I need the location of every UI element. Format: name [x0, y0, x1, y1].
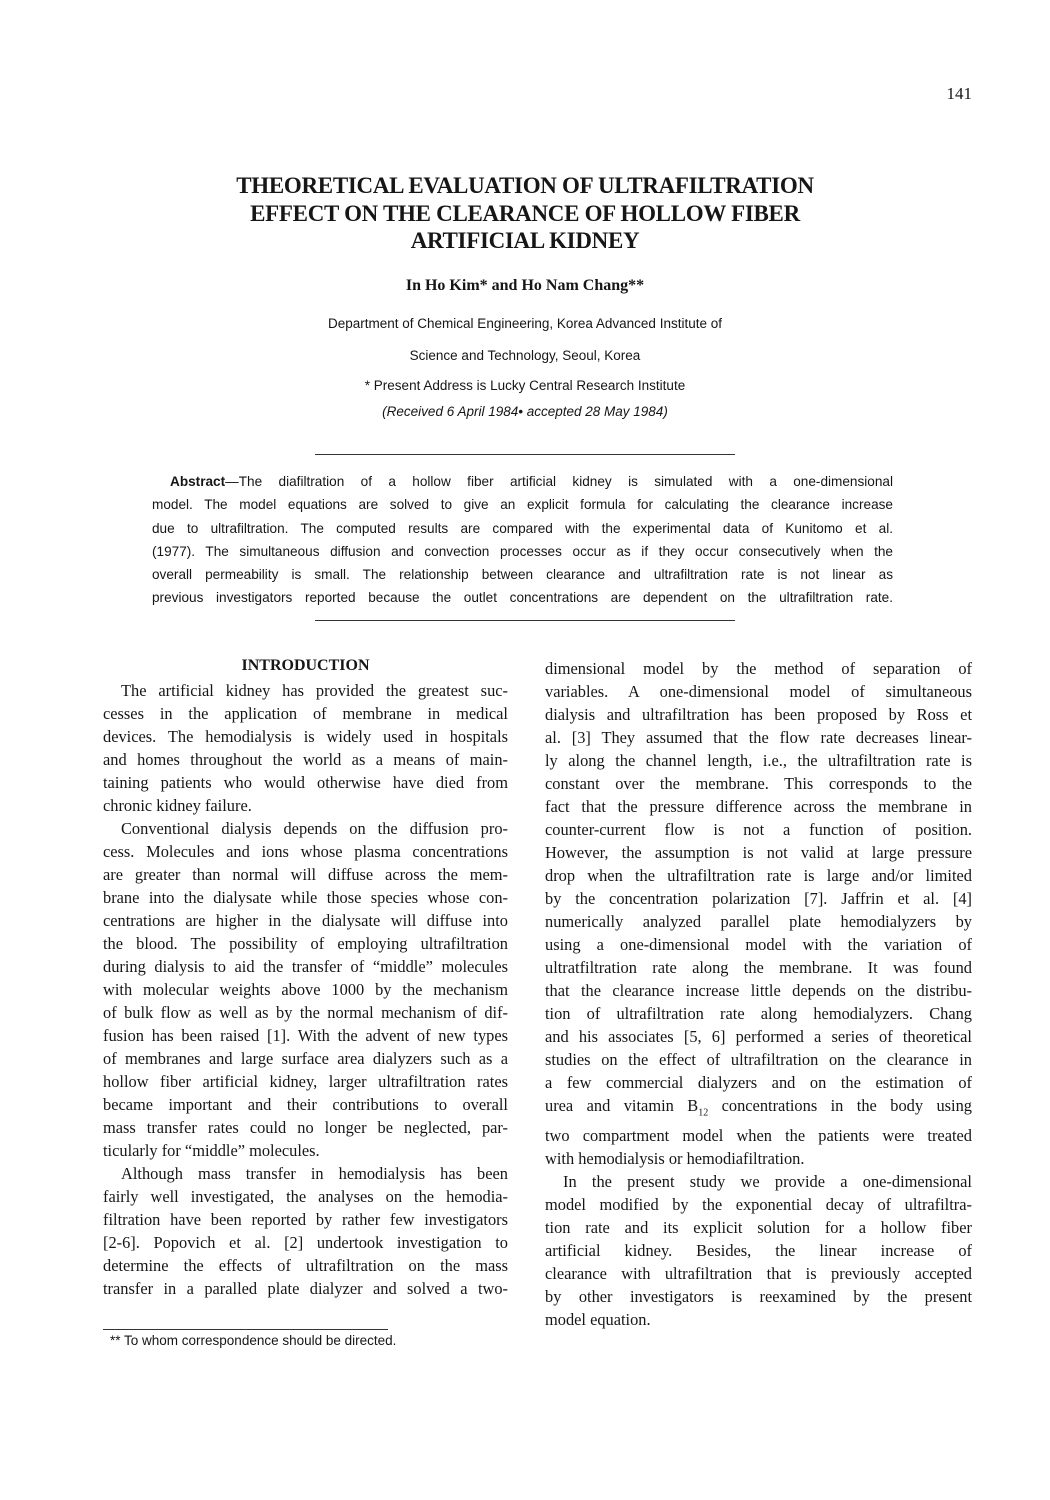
- text-line: artificial kidney. Besides, the linear increase of: [545, 1241, 972, 1261]
- affiliation-line: Science and Technology, Seoul, Korea: [409, 348, 641, 363]
- abstract: [152, 470, 893, 610]
- abstract-line: overall permeability is small. The relationship between clearance and ultrafiltration rate is not linear as: [152, 567, 893, 583]
- text-line: and homes throughout the world as a means of main-: [103, 750, 508, 769]
- text-line: fact that the pressure difference across the membrane in: [545, 797, 972, 816]
- text-post: concentrations in the body using: [708, 1096, 973, 1115]
- text-line: mass transfer rates could no longer be neglected, par-: [103, 1118, 508, 1137]
- page-number: 141: [946, 84, 972, 103]
- text-line: The artificial kidney has provided the greatest suc-: [121, 681, 508, 700]
- text-line: taining patients who would otherwise have died from: [103, 773, 508, 792]
- text-line: brane into the dialysate while those species whose con-: [103, 888, 508, 907]
- text-line: dimensional model by the method of separation of: [545, 659, 972, 678]
- text-line: studies on the effect of ultrafiltration on the clearance in: [545, 1050, 972, 1069]
- footnote-rule: [103, 1329, 388, 1330]
- text-line: Conventional dialysis depends on the diffusion pro-: [121, 819, 508, 838]
- text-line: model modified by the exponential decay of ultrafiltra-: [545, 1195, 972, 1215]
- text-line: using a one-dimensional model with the variation of: [545, 935, 972, 954]
- abstract-line: previous investigators reported because the outlet concentrations are dependent on the ultrafiltration rate.: [152, 590, 893, 606]
- footnote: ** To whom correspondence should be directed.: [110, 1333, 397, 1348]
- text-line: variables. A one-dimensional model of simultaneous: [545, 682, 972, 701]
- right-column: [545, 657, 972, 1331]
- text-line: dialysis and ultrafiltration has been proposed by Ross et: [545, 705, 972, 724]
- paragraph: [545, 1170, 972, 1331]
- text-line: of bulk flow as well as by the normal mechanism of dif-: [103, 1003, 508, 1022]
- authors: In Ho Kim* and Ho Nam Chang**: [405, 277, 645, 294]
- text-line: fairly well investigated, the analyses on the hemodia-: [103, 1187, 508, 1206]
- present-address-note: * Present Address is Lucky Central Research Institute: [364, 378, 686, 393]
- paragraph: [103, 679, 508, 817]
- text-sub: 12: [698, 1107, 709, 1119]
- text-line: constant over the membrane. This corresponds to the: [545, 774, 972, 793]
- text-line: centrations are higher in the dialysate will diffuse into: [103, 911, 508, 930]
- text-line: fusion has been raised [1]. With the advent of new types: [103, 1026, 508, 1045]
- paragraph: [103, 817, 508, 1162]
- abstract-line: model. The model equations are solved to give an explicit formula for calculating the clearance increase: [152, 497, 893, 513]
- text-line: In the present study we provide a one-dimensional: [563, 1172, 972, 1192]
- text-line: However, the assumption is not valid at large pressure: [545, 843, 972, 862]
- abstract-label: Abstract: [170, 474, 226, 489]
- text-line: model equation.: [545, 1310, 651, 1330]
- text-line: counter-current flow is not a function of position.: [545, 820, 972, 839]
- text-line: drop when the ultrafiltration rate is large and/or limited: [545, 866, 972, 885]
- text-line: a few commercial dialyzers and on the estimation of: [545, 1073, 972, 1092]
- text-line: with hemodialysis or hemodiafiltration.: [545, 1149, 805, 1169]
- abstract-line: due to ultrafiltration. The computed results are compared with the experimental data of Kunitomo et al.: [152, 520, 893, 536]
- paper-title-line-2: EFFECT ON THE CLEARANCE OF HOLLOW FIBER: [250, 201, 800, 226]
- abstract-text: —The diafiltration of a hollow fiber artificial kidney is simulated with a one-dimensional: [225, 474, 893, 489]
- paper-title-line-3: ARTIFICIAL KIDNEY: [410, 228, 640, 253]
- affiliation-line: Department of Chemical Engineering, Korea Advanced Institute of: [328, 316, 722, 331]
- text-line: filtration have been reported by rather few investigators: [103, 1210, 508, 1229]
- text-line: [2-6]. Popovich et al. [2] undertook investigation to: [103, 1233, 508, 1252]
- text-line: the blood. The possibility of employing ultrafiltration: [103, 934, 508, 953]
- text-line: ticularly for “middle” molecules.: [103, 1141, 320, 1160]
- text-line: ly along the channel length, i.e., the ultrafiltration rate is: [545, 751, 972, 770]
- text-line: tion of ultrafiltration rate along hemodialyzers. Chang: [545, 1004, 972, 1023]
- text-line: two compartment model when the patients were treated: [545, 1126, 972, 1146]
- divider-top: [315, 454, 735, 455]
- left-column: [103, 679, 508, 1300]
- text-line: that the clearance increase little depends on the distribu-: [545, 981, 972, 1000]
- text-line: hollow fiber artificial kidney, larger ultrafiltration rates: [103, 1072, 508, 1091]
- text-line: [545, 1094, 972, 1124]
- abstract-line: [152, 470, 893, 493]
- text-line: with molecular weights above 1000 by the mechanism: [103, 980, 508, 999]
- text-line: cesses in the application of membrane in medical: [103, 704, 508, 723]
- text-pre: urea and vitamin B: [545, 1096, 699, 1115]
- text-line: tion rate and its explicit solution for a hollow fiber: [545, 1218, 972, 1238]
- text-line: al. [3] They assumed that the flow rate decreases linear-: [545, 728, 972, 747]
- received-dates: (Received 6 April 1984• accepted 28 May 1984): [382, 404, 668, 419]
- text-line: became important and their contributions to overall: [103, 1095, 508, 1114]
- text-line: of membranes and large surface area dialyzers such as a: [103, 1049, 508, 1068]
- paragraph: [103, 1162, 508, 1300]
- text-line: and his associates [5, 6] performed a series of theoretical: [545, 1027, 972, 1046]
- paragraph: [545, 657, 972, 1170]
- paper-title-line-1: THEORETICAL EVALUATION OF ULTRAFILTRATION: [236, 173, 814, 198]
- text-line: chronic kidney failure.: [103, 796, 252, 815]
- abstract-line: (1977). The simultaneous diffusion and convection processes occur as if they occur consecutively when the: [152, 543, 893, 559]
- section-heading-introduction: INTRODUCTION: [241, 657, 370, 674]
- text-line: by the concentration polarization [7]. Jaffrin et al. [4]: [545, 889, 972, 908]
- text-line: Although mass transfer in hemodialysis has been: [121, 1164, 508, 1183]
- text-line: cess. Molecules and ions whose plasma concentrations: [103, 842, 508, 861]
- text-line: clearance with ultrafiltration that is previously accepted: [545, 1264, 972, 1284]
- text-line: ultratfiltration rate along the membrane. It was found: [545, 958, 972, 977]
- text-line: are greater than normal will diffuse across the mem-: [103, 865, 508, 884]
- text-line: during dialysis to aid the transfer of “middle” molecules: [103, 957, 508, 976]
- text-line: transfer in a paralled plate dialyzer and solved a two-: [103, 1279, 508, 1298]
- text-line: numerically analyzed parallel plate hemodialyzers by: [545, 912, 972, 931]
- text-line: determine the effects of ultrafiltration on the mass: [103, 1256, 508, 1275]
- divider-bottom: [315, 620, 735, 621]
- text-line: by other investigators is reexamined by the present: [545, 1287, 972, 1307]
- text-line: devices. The hemodialysis is widely used in hospitals: [103, 727, 508, 746]
